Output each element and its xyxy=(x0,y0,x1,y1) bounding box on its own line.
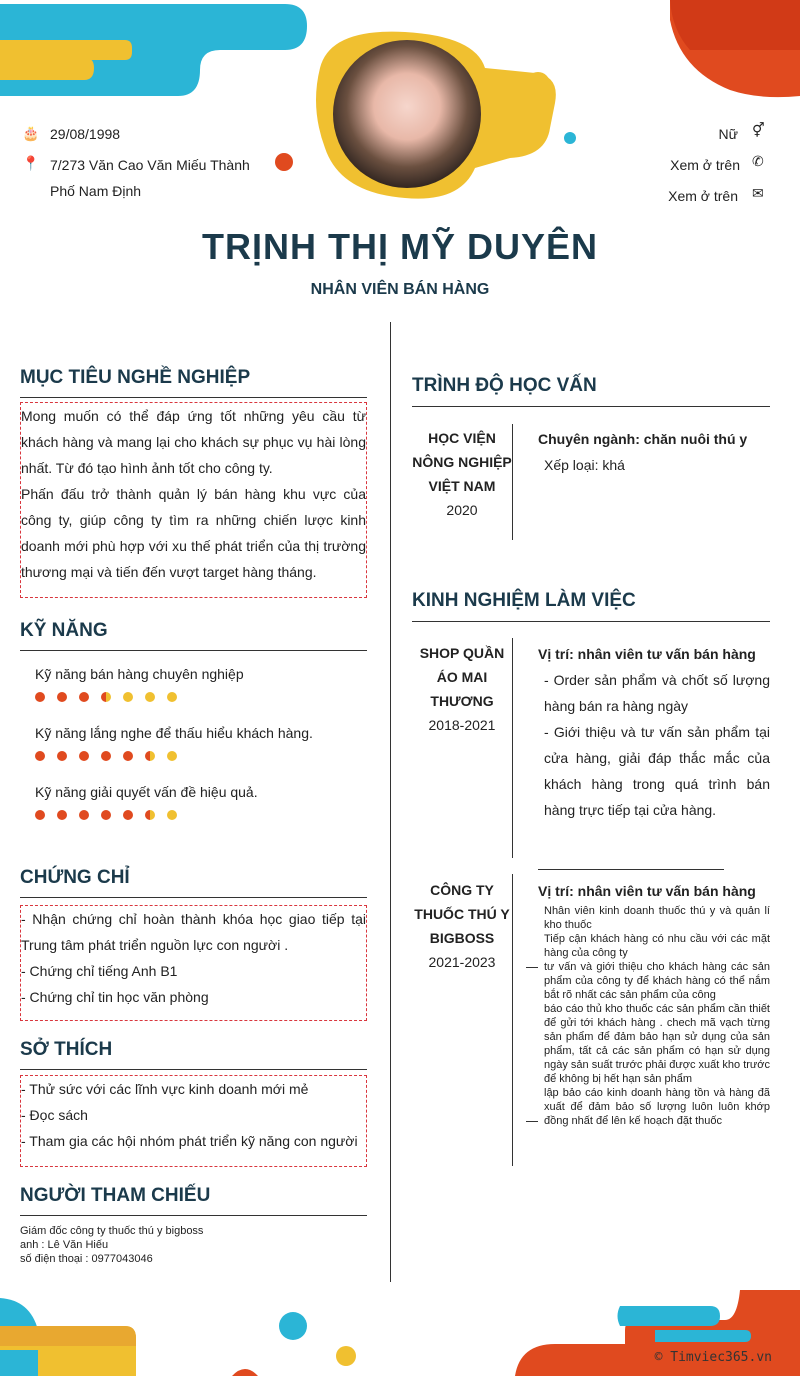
skill-dot xyxy=(167,751,177,761)
skill-dot xyxy=(123,751,133,761)
company-line: ÁO MAI xyxy=(436,669,488,685)
avatar xyxy=(333,40,481,188)
gender: Nữ xyxy=(718,126,738,142)
education-detail xyxy=(538,426,770,478)
cake-icon: 🎂 xyxy=(22,125,40,141)
address-line2: Phố Nam Định xyxy=(50,183,142,199)
objective-p2: Phấn đấu trở thành quản lý bán hàng khu vực của công ty, giúp công ty tìm ra những chiến lược kinh doanh mới phù hợp với xu thế phát triển của thị trường thương mại và tiến đến vượt target hàng tháng. xyxy=(21,486,366,580)
company-line: THUỐC THÚ Y xyxy=(414,906,510,922)
dob: 29/08/1998 xyxy=(50,126,121,142)
mail-icon: ✉ xyxy=(752,185,764,201)
email: Xem ở trên xyxy=(668,188,738,204)
skill-dot xyxy=(145,810,155,820)
skill-dot xyxy=(167,810,177,820)
skill-name: Kỹ năng lắng nghe để thấu hiểu khách hàng. xyxy=(35,725,313,741)
skill-dot xyxy=(123,810,133,820)
company-line: SHOP QUẦN xyxy=(419,645,505,661)
gender-icon: ⚥ xyxy=(752,122,765,138)
skill-rating xyxy=(35,810,177,820)
certificates-title: CHỨNG CHỈ xyxy=(20,867,130,888)
skill-dot xyxy=(57,810,67,820)
education-title: TRÌNH ĐỘ HỌC VẤN xyxy=(412,375,597,396)
skill-dot xyxy=(79,751,89,761)
certificate-item: - Nhận chứng chỉ hoàn thành khóa học giao tiếp tại Trung tâm phát triển nguồn lực con người . xyxy=(21,911,366,953)
reference-line: Giám đốc công ty thuốc thú y bigboss xyxy=(20,1225,204,1237)
section-line xyxy=(412,406,770,407)
objective-title: MỤC TIÊU NGHỀ NGHIỆP xyxy=(20,367,251,388)
job-desc: lập bảo cáo kinh doanh hàng tồn và hàng đã xuất để đảm bảo số lượng luôn luôn khớp đồng nhất để lên kế hoạch đặt thuốc xyxy=(544,1087,770,1127)
skill-dot xyxy=(167,692,177,702)
job-years: 2021-2023 xyxy=(428,954,496,970)
phone: Xem ở trên xyxy=(670,157,740,173)
job-years: 2018-2021 xyxy=(428,717,496,733)
section-line xyxy=(412,621,770,622)
references-title: NGƯỜI THAM CHIẾU xyxy=(20,1185,211,1206)
skill-dot xyxy=(145,692,155,702)
decor-bottom-left xyxy=(0,1290,370,1376)
education-separator xyxy=(512,424,513,540)
bullet-dash xyxy=(526,967,538,968)
skills-title: KỸ NĂNG xyxy=(20,620,108,641)
education-grade: Xếp loại: khá xyxy=(544,457,625,473)
bullet-dash xyxy=(526,1121,538,1122)
job-desc: - Order sản phẩm và chốt số lượng hàng bán ra hàng ngày xyxy=(544,672,770,714)
skill-dot xyxy=(35,810,45,820)
skill-dot xyxy=(35,751,45,761)
skill-dot xyxy=(35,692,45,702)
company-line: BIGBOSS xyxy=(429,930,495,946)
job-detail xyxy=(538,641,770,823)
school-line: NÔNG NGHIỆP xyxy=(412,454,512,470)
job-desc: Tiếp cận khách hàng có nhu cầu với các mặt hàng của công ty xyxy=(544,933,770,959)
reference-line: số điện thoại : 0977043046 xyxy=(20,1253,153,1265)
objective-box xyxy=(20,402,367,598)
section-line xyxy=(20,650,367,651)
skill-dot xyxy=(101,692,111,702)
hobby-item: - Thử sức với các lĩnh vực kinh doanh mới mẻ xyxy=(21,1081,309,1097)
skill-dot xyxy=(57,692,67,702)
job-divider xyxy=(538,869,724,870)
company-line: THƯƠNG xyxy=(430,693,494,709)
job-detail xyxy=(538,878,770,1128)
certificate-item: - Chứng chỉ tiếng Anh B1 xyxy=(21,963,178,979)
school-line: HỌC VIỆN xyxy=(428,430,496,446)
job-separator xyxy=(512,638,513,858)
job-desc: báo cáo thủ kho thuốc các sản phẩm cần thiết để gửi tới khách hàng . chech mã vạch từng sản phẩm để đảm bảo hạn sử dụng của sản phẩm, tất cả các sản phẩm có hạn sử dụng ngày sản suất trước phải được xuất kho trước để không bị hết hạn sản phẩm xyxy=(544,1003,770,1085)
skill-dot xyxy=(79,810,89,820)
objective-p1: Mong muốn có thể đáp ứng tốt những yêu cầu từ khách hàng và mang lại cho khách sự phục vụ hài lòng nhất. Từ đó tạo hình ảnh tốt cho công ty. xyxy=(21,408,366,476)
section-line xyxy=(20,1069,367,1070)
skill-dot xyxy=(79,692,89,702)
decor-top-right xyxy=(660,0,800,100)
job-position: Vị trí: nhân viên tư vấn bán hàng xyxy=(538,646,756,662)
experience-title: KINH NGHIỆM LÀM VIỆC xyxy=(412,590,636,611)
education-year: 2020 xyxy=(446,502,478,518)
hobby-item: - Tham gia các hội nhóm phát triển kỹ năng con người xyxy=(21,1133,358,1149)
job-desc: - Giới thiệu và tư vấn sản phẩm tại cửa hàng, giải đáp thắc mắc của khách hàng trong quá trình bán hàng trực tiếp tại cửa hàng. xyxy=(544,724,770,818)
skill-name: Kỹ năng bán hàng chuyên nghiệp xyxy=(35,666,244,682)
skill-name: Kỹ năng giải quyết vấn đề hiệu quả. xyxy=(35,784,258,800)
education-major: Chuyên ngành: chăn nuôi thú y xyxy=(538,431,748,447)
location-pin-icon: 📍 xyxy=(22,155,40,171)
education-school xyxy=(412,426,512,522)
section-line xyxy=(20,897,367,898)
job-separator xyxy=(512,874,513,1166)
skill-dot xyxy=(101,751,111,761)
hobbies-title: SỞ THÍCH xyxy=(20,1039,113,1060)
job-desc: tư vấn và giới thiệu cho khách hàng các sản phẩm của công ty để khách hàng có thể nắm bắt rõ nhất các sản phẩm của công xyxy=(544,961,770,1001)
skill-dot xyxy=(57,751,67,761)
certificate-item: - Chứng chỉ tin học văn phòng xyxy=(21,989,209,1005)
job-company xyxy=(412,641,512,737)
hobby-item: - Đọc sách xyxy=(21,1107,88,1123)
section-line xyxy=(20,397,367,398)
job-company xyxy=(412,878,512,974)
job-desc: Nhân viên kinh doanh thuốc thú y và quản lí kho thuốc xyxy=(544,905,770,931)
skill-rating xyxy=(35,692,177,702)
column-divider xyxy=(390,322,391,1282)
skill-dot xyxy=(101,810,111,820)
skill-rating xyxy=(35,751,177,761)
job-position: Vị trí: nhân viên tư vấn bán hàng xyxy=(538,883,756,899)
skill-dot xyxy=(145,751,155,761)
candidate-role: NHÂN VIÊN BÁN HÀNG xyxy=(310,281,490,298)
skill-dot xyxy=(123,692,133,702)
hobbies-box xyxy=(20,1075,367,1167)
references-text xyxy=(20,1224,203,1266)
section-line xyxy=(20,1215,367,1216)
footer-watermark: © Timviec365.vn xyxy=(654,1350,772,1365)
reference-line: anh : Lê Văn Hiếu xyxy=(20,1239,109,1251)
candidate-name: TRỊNH THỊ MỸ DUYÊN xyxy=(202,226,598,267)
company-line: CÔNG TY xyxy=(430,882,494,898)
phone-icon: ✆ xyxy=(752,153,764,169)
certificates-box xyxy=(20,905,367,1021)
address-line1: 7/273 Văn Cao Văn Miếu Thành xyxy=(50,157,250,173)
school-line: VIỆT NAM xyxy=(428,478,496,494)
